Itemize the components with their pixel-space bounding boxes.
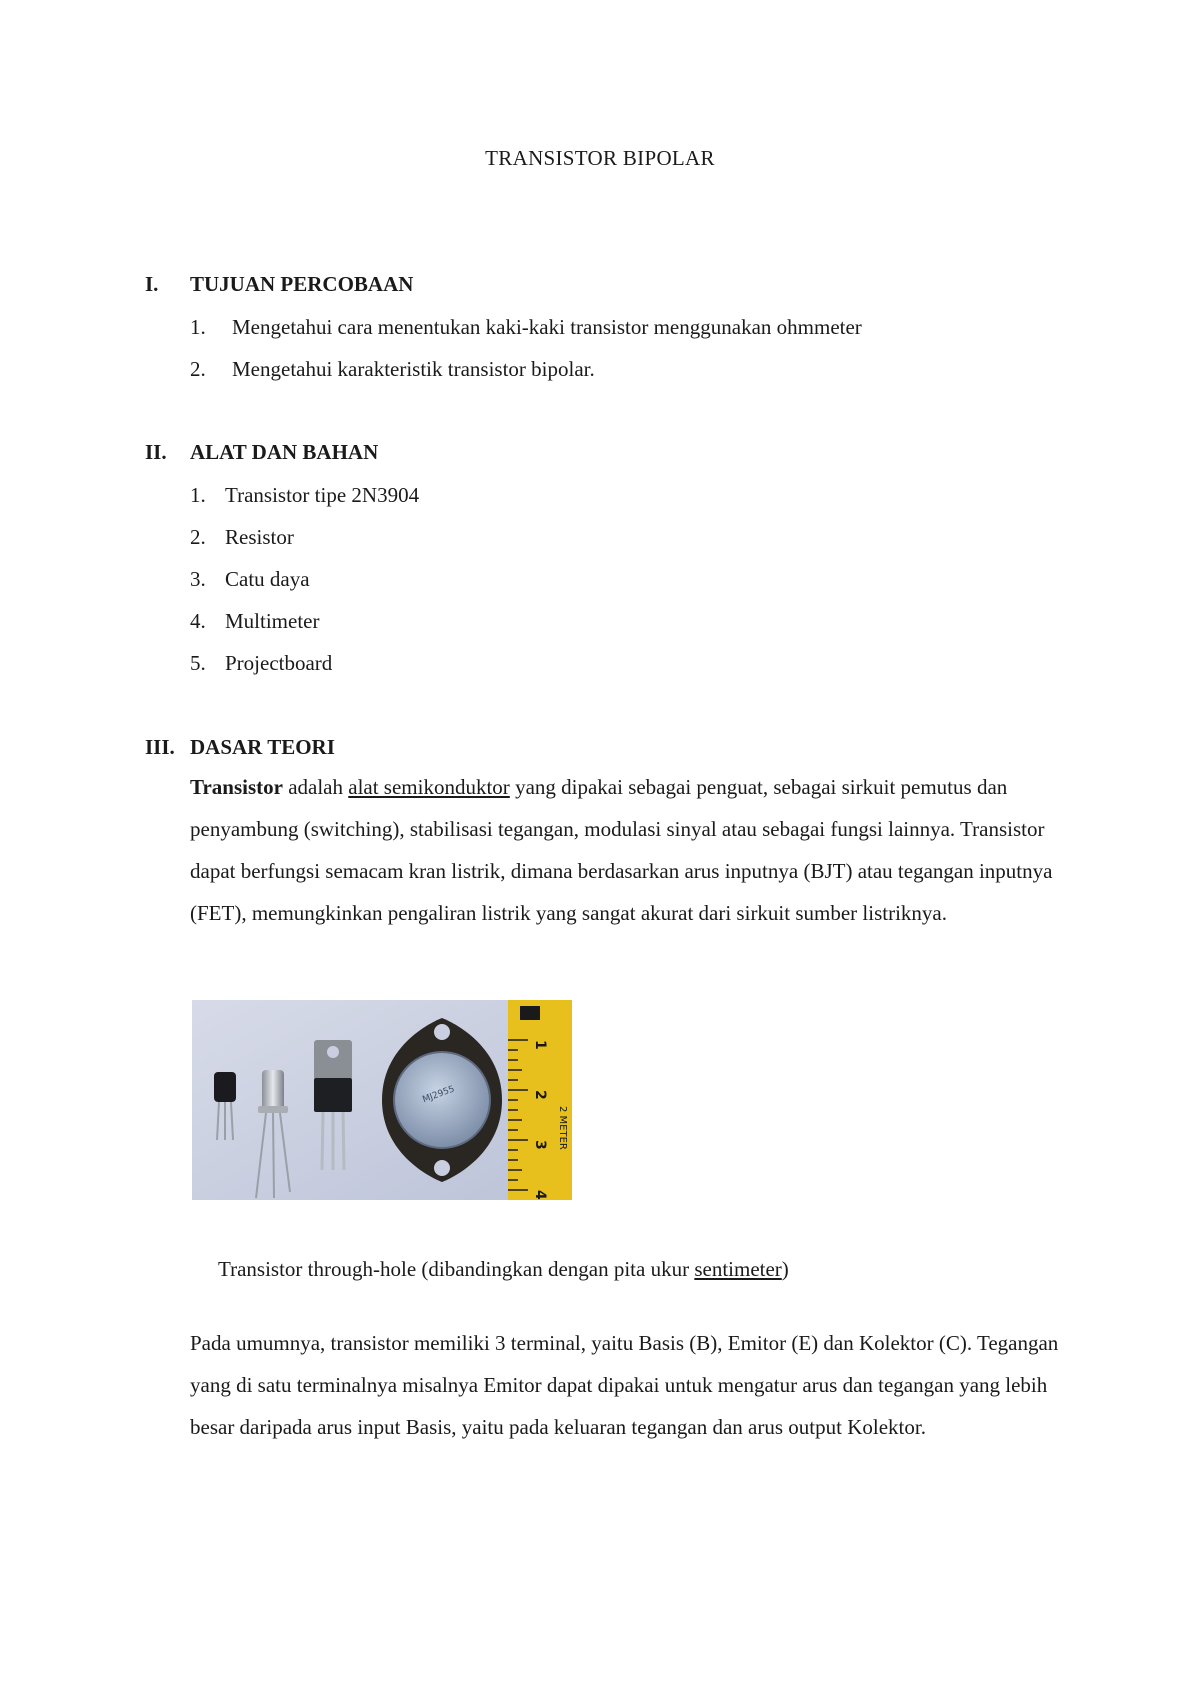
ruler-mark: 2 <box>532 1090 548 1100</box>
section-title: TUJUAN PERCOBAAN <box>190 272 414 296</box>
section-number: III. <box>145 735 175 759</box>
list-item: 1. Transistor tipe 2N3904 <box>190 483 420 507</box>
theory-paragraph: Transistor adalah alat semikonduktor yang dipakai sebagai penguat, sebagai sirkuit pemutus dan penyambung (switching), stabilisasi tegangan, modulasi sinyal atau sebagai fungsi lainnya. Transistor dapat berfungsi semacam kran listrik, dimana berdasarkan arus inputnya (BJT) atau tegangan inputnya (FET), memungkinkan pengaliran listrik yang sangat akurat dari sirkuit sumber listriknya. <box>190 775 1053 925</box>
bold-term: Transistor <box>190 775 283 799</box>
list-item: 1. Mengetahui cara menentukan kaki-kaki transistor menggunakan ohmmeter <box>190 315 862 339</box>
list-item: 5. Projectboard <box>190 651 333 675</box>
transistor-photo <box>192 1000 572 1200</box>
list-item: 4. Multimeter <box>190 609 320 633</box>
ruler-mark: 1 <box>532 1040 548 1050</box>
measuring-tape <box>508 1000 572 1200</box>
semikonduktor-link[interactable]: alat semikonduktor <box>348 775 510 799</box>
alat-list <box>190 482 419 692</box>
section-heading-dasar-teori <box>145 735 335 760</box>
section-heading-alat <box>145 440 378 465</box>
ruler-mark: 4 <box>532 1190 548 1200</box>
list-item: 2. Mengetahui karakteristik transistor bipolar. <box>190 357 595 381</box>
document-title: TRANSISTOR BIPOLAR <box>485 146 715 170</box>
section-number: I. <box>145 272 159 296</box>
section-heading-tujuan <box>145 272 413 297</box>
svg-text:MJ2955: MJ2955 <box>421 1084 457 1106</box>
section-title: DASAR TEORI <box>190 735 335 759</box>
section-number: II. <box>145 440 167 464</box>
sentimeter-link[interactable]: sentimeter <box>694 1257 782 1281</box>
list-item: 3. Catu daya <box>190 567 310 591</box>
tujuan-list <box>190 314 862 398</box>
list-item: 2. Resistor <box>190 525 294 549</box>
ruler-mark: 3 <box>532 1140 548 1150</box>
ruler-brand: 2 METER <box>557 1106 568 1150</box>
terminal-paragraph: Pada umumnya, transistor memiliki 3 terminal, yaitu Basis (B), Emitor (E) dan Kolektor (C). Tegangan yang di satu terminalnya misalnya Emitor dapat dipakai untuk mengatur arus dan tegangan yang lebih besar daripada arus input Basis, yaitu pada keluaran tegangan dan arus output Kolektor. <box>190 1331 1059 1439</box>
figure-caption: Transistor through-hole (dibandingkan dengan pita ukur sentimeter) <box>218 1257 789 1281</box>
section-title: ALAT DAN BAHAN <box>190 440 379 464</box>
